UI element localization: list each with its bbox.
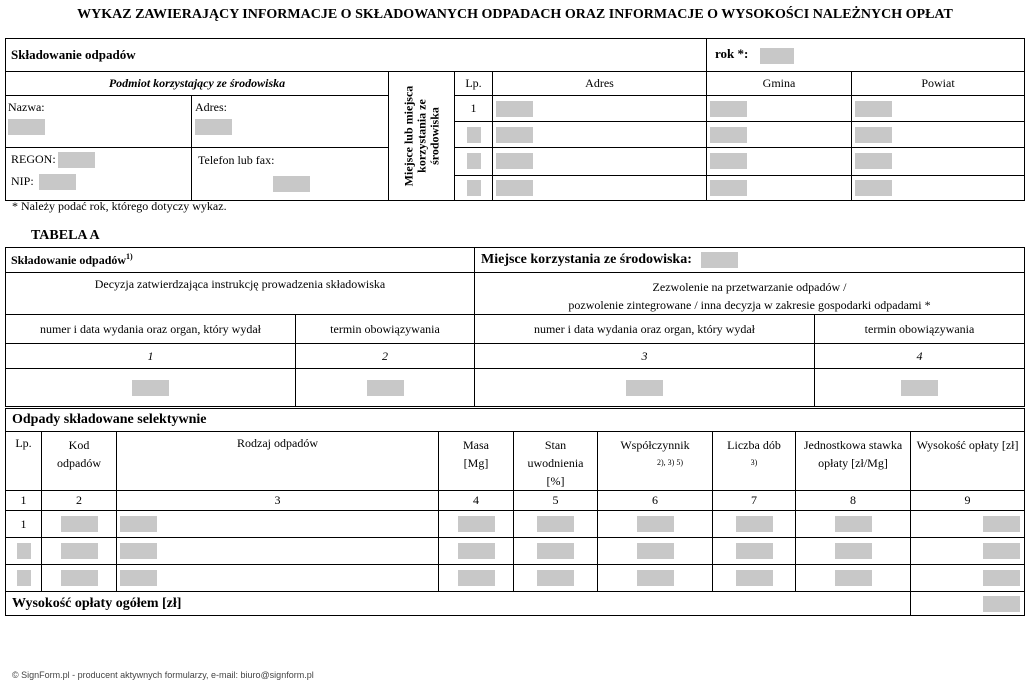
sel-row1-liczba <box>713 511 796 538</box>
row2-lp-field[interactable] <box>467 127 481 143</box>
row4-powiat <box>852 175 1025 200</box>
total-field[interactable] <box>983 596 1020 612</box>
row4-adres <box>493 175 707 200</box>
rok-field[interactable] <box>760 48 794 64</box>
sel-row2-wsp <box>598 538 713 565</box>
sel-row3-lp <box>6 565 42 592</box>
stan-field[interactable] <box>537 543 574 559</box>
sel-h-liczba-cell <box>713 432 796 491</box>
wsp-field[interactable] <box>637 543 674 559</box>
sel-row1-jedn <box>796 511 911 538</box>
section-title: Składowanie odpadów <box>6 39 707 72</box>
sel-row3-masa <box>439 565 514 592</box>
regon-nip-cell <box>6 148 192 201</box>
wys-field[interactable] <box>983 543 1020 559</box>
sel-row3-jedn <box>796 565 911 592</box>
sel-row1-kod <box>42 511 117 538</box>
sel-h-wsp-cell <box>598 432 713 491</box>
telefon-field[interactable] <box>273 176 310 192</box>
selective-table <box>5 408 1025 616</box>
sel-h-kod: Kod odpadów <box>42 432 117 491</box>
sel-n-7: 7 <box>713 491 796 511</box>
row1-gmina-field[interactable] <box>710 101 747 117</box>
row3-powiat-field[interactable] <box>855 153 892 169</box>
zezwolenie-line2: pozwolenie zintegrowane / inna decyzja w zakresie gospodarki odpadami * <box>568 298 931 312</box>
row3-powiat <box>852 148 1025 176</box>
adres-cell <box>192 96 389 148</box>
wys-field[interactable] <box>983 516 1020 532</box>
adres-label: Adres: <box>195 100 227 114</box>
zezwolenie-line1: Zezwolenie na przetwarzanie odpadów / <box>652 280 847 294</box>
row4-lp-field[interactable] <box>467 180 481 196</box>
total-cell <box>911 592 1025 616</box>
sel-row3-liczba <box>713 565 796 592</box>
nazwa-cell <box>6 96 192 148</box>
sel-row1-wys <box>911 511 1025 538</box>
sel-n-8: 8 <box>796 491 911 511</box>
miejsce-vertical-cell <box>389 72 455 201</box>
numer1-field[interactable] <box>132 380 169 396</box>
row1-lp: 1 <box>455 96 493 122</box>
sel-n-6: 6 <box>598 491 713 511</box>
wsp-field[interactable] <box>637 516 674 532</box>
sel-n-1: 1 <box>6 491 42 511</box>
row1-adres <box>493 96 707 122</box>
sel-row3-wsp <box>598 565 713 592</box>
row4-powiat-field[interactable] <box>855 180 892 196</box>
rodzaj-field[interactable] <box>120 570 157 586</box>
sel-h-jedn: Jednostkowa stawka opłaty [zł/Mg] <box>796 432 911 491</box>
table-row <box>6 538 1025 565</box>
termin1-cell <box>296 369 475 407</box>
miejsce-field[interactable] <box>701 252 738 268</box>
sel-row1-masa <box>439 511 514 538</box>
liczba-field[interactable] <box>736 516 773 532</box>
regon-label: REGON: <box>11 152 56 166</box>
regon-field[interactable] <box>58 152 95 168</box>
table-row <box>6 511 1025 538</box>
miejsce-vertical-label: Miejsce lub miejsca korzystania ze środowiska <box>401 85 441 187</box>
stan-field[interactable] <box>537 570 574 586</box>
termin2-header: termin obowiązywania <box>815 315 1025 344</box>
row4-adres-field[interactable] <box>496 180 533 196</box>
row2-gmina-field[interactable] <box>710 127 747 143</box>
sel-n-4: 4 <box>439 491 514 511</box>
table-row <box>6 565 1025 592</box>
jedn-field[interactable] <box>835 516 872 532</box>
row1-adres-field[interactable] <box>496 101 533 117</box>
nazwa-field[interactable] <box>8 119 45 135</box>
lp-field[interactable] <box>17 570 31 586</box>
wsp-field[interactable] <box>637 570 674 586</box>
sel-row2-jedn <box>796 538 911 565</box>
sel-row1-rodzaj <box>117 511 439 538</box>
row3-lp <box>455 148 493 176</box>
sel-n-5: 5 <box>514 491 598 511</box>
rok-cell <box>707 39 1025 72</box>
page-title: WYKAZ ZAWIERAJĄCY INFORMACJE O SKŁADOWANYCH ODPADACH ORAZ INFORMACJE O WYSOKOŚCI NALEŻNYCH OPŁAT <box>77 7 953 22</box>
skladowanie-cell <box>6 248 475 273</box>
sel-h-wys: Wysokość opłaty [zł] <box>911 432 1025 491</box>
sel-row3-kod <box>42 565 117 592</box>
rodzaj-field[interactable] <box>120 516 157 532</box>
selective-title: Odpady składowane selektywnie <box>6 409 1025 432</box>
telefon-cell <box>192 148 389 201</box>
sel-h-liczba-sup: 3) <box>750 458 758 467</box>
masa-field[interactable] <box>458 570 495 586</box>
col-num-2: 2 <box>296 344 475 369</box>
kod-field[interactable] <box>61 516 98 532</box>
col-adres: Adres <box>493 72 707 96</box>
row2-gmina <box>707 122 852 148</box>
sel-row3-wys <box>911 565 1025 592</box>
sel-h-masa: Masa [Mg] <box>439 432 514 491</box>
row3-gmina <box>707 148 852 176</box>
sel-h-wsp-sup: 2), 3) 5) <box>657 458 683 467</box>
numer2-header: numer i data wydania oraz organ, który wydał <box>475 315 815 344</box>
termin1-field[interactable] <box>367 380 404 396</box>
sel-n-3: 3 <box>117 491 439 511</box>
sel-row2-stan <box>514 538 598 565</box>
termin2-cell <box>815 369 1025 407</box>
lp-field[interactable] <box>17 543 31 559</box>
rodzaj-field[interactable] <box>120 543 157 559</box>
row4-lp <box>455 175 493 200</box>
sel-row3-stan <box>514 565 598 592</box>
telefon-label: Telefon lub fax: <box>198 153 275 167</box>
col-lp: Lp. <box>455 72 493 96</box>
sel-row2-masa <box>439 538 514 565</box>
col-powiat: Powiat <box>852 72 1025 96</box>
liczba-field[interactable] <box>736 570 773 586</box>
row2-powiat-field[interactable] <box>855 127 892 143</box>
termin2-field[interactable] <box>901 380 938 396</box>
tabela-a-table <box>5 247 1025 407</box>
row1-powiat <box>852 96 1025 122</box>
masa-field[interactable] <box>458 543 495 559</box>
sel-h-lp: Lp. <box>6 432 42 491</box>
zezwolenie-header <box>475 273 1025 315</box>
row2-powiat <box>852 122 1025 148</box>
tabela-a-label: TABELA A <box>31 228 100 243</box>
row2-adres <box>493 122 707 148</box>
nazwa-label: Nazwa: <box>8 100 45 114</box>
decyzja-header: Decyzja zatwierdzająca instrukcję prowadzenia składowiska <box>6 273 475 315</box>
sel-row2-rodzaj <box>117 538 439 565</box>
jedn-field[interactable] <box>835 570 872 586</box>
row1-powiat-field[interactable] <box>855 101 892 117</box>
stan-field[interactable] <box>537 516 574 532</box>
sel-row2-wys <box>911 538 1025 565</box>
total-label: Wysokość opłaty ogółem [zł] <box>6 592 911 616</box>
nip-field[interactable] <box>39 174 76 190</box>
adres-field[interactable] <box>195 119 232 135</box>
sel-h-stan: Stan uwodnienia [%] <box>514 432 598 491</box>
row3-lp-field[interactable] <box>467 153 481 169</box>
sel-row1-lp: 1 <box>6 511 42 538</box>
col-gmina: Gmina <box>707 72 852 96</box>
skladowanie-label: Składowanie odpadów <box>11 253 127 267</box>
numer2-cell <box>475 369 815 407</box>
col-num-4: 4 <box>815 344 1025 369</box>
header-table <box>5 38 1025 201</box>
sel-h-liczba: Liczba dób <box>727 438 781 452</box>
row2-adres-field[interactable] <box>496 127 533 143</box>
liczba-field[interactable] <box>736 543 773 559</box>
sel-h-wsp: Współczynnik <box>620 438 690 452</box>
row3-adres <box>493 148 707 176</box>
sel-h-rodzaj: Rodzaj odpadów <box>117 432 439 491</box>
row2-lp <box>455 122 493 148</box>
sel-row1-wsp <box>598 511 713 538</box>
numer2-field[interactable] <box>626 380 663 396</box>
skladowanie-sup: 1) <box>126 252 133 261</box>
footer-credit: © SignForm.pl - producent aktywnych formularzy, e-mail: biuro@signform.pl <box>12 670 314 680</box>
podmiot-header: Podmiot korzystający ze środowiska <box>6 72 389 96</box>
kod-field[interactable] <box>61 570 98 586</box>
col-num-3: 3 <box>475 344 815 369</box>
row4-gmina-field[interactable] <box>710 180 747 196</box>
sel-n-9: 9 <box>911 491 1025 511</box>
footnote-rok: * Należy podać rok, którego dotyczy wykaz. <box>12 199 227 213</box>
sel-row3-rodzaj <box>117 565 439 592</box>
masa-field[interactable] <box>458 516 495 532</box>
sel-row2-liczba <box>713 538 796 565</box>
wys-field[interactable] <box>983 570 1020 586</box>
miejsce-label: Miejsce korzystania ze środowiska: <box>481 252 692 268</box>
nip-label: NIP: <box>11 174 34 188</box>
sel-n-2: 2 <box>42 491 117 511</box>
rok-label: rok *: <box>715 46 749 62</box>
row3-adres-field[interactable] <box>496 153 533 169</box>
sel-row2-kod <box>42 538 117 565</box>
sel-row1-stan <box>514 511 598 538</box>
numer1-header: numer i data wydania oraz organ, który wydał <box>6 315 296 344</box>
numer1-cell <box>6 369 296 407</box>
termin1-header: termin obowiązywania <box>296 315 475 344</box>
row1-gmina <box>707 96 852 122</box>
jedn-field[interactable] <box>835 543 872 559</box>
row4-gmina <box>707 175 852 200</box>
col-num-1: 1 <box>6 344 296 369</box>
miejsce-cell <box>475 248 1025 273</box>
kod-field[interactable] <box>61 543 98 559</box>
row3-gmina-field[interactable] <box>710 153 747 169</box>
sel-row2-lp <box>6 538 42 565</box>
